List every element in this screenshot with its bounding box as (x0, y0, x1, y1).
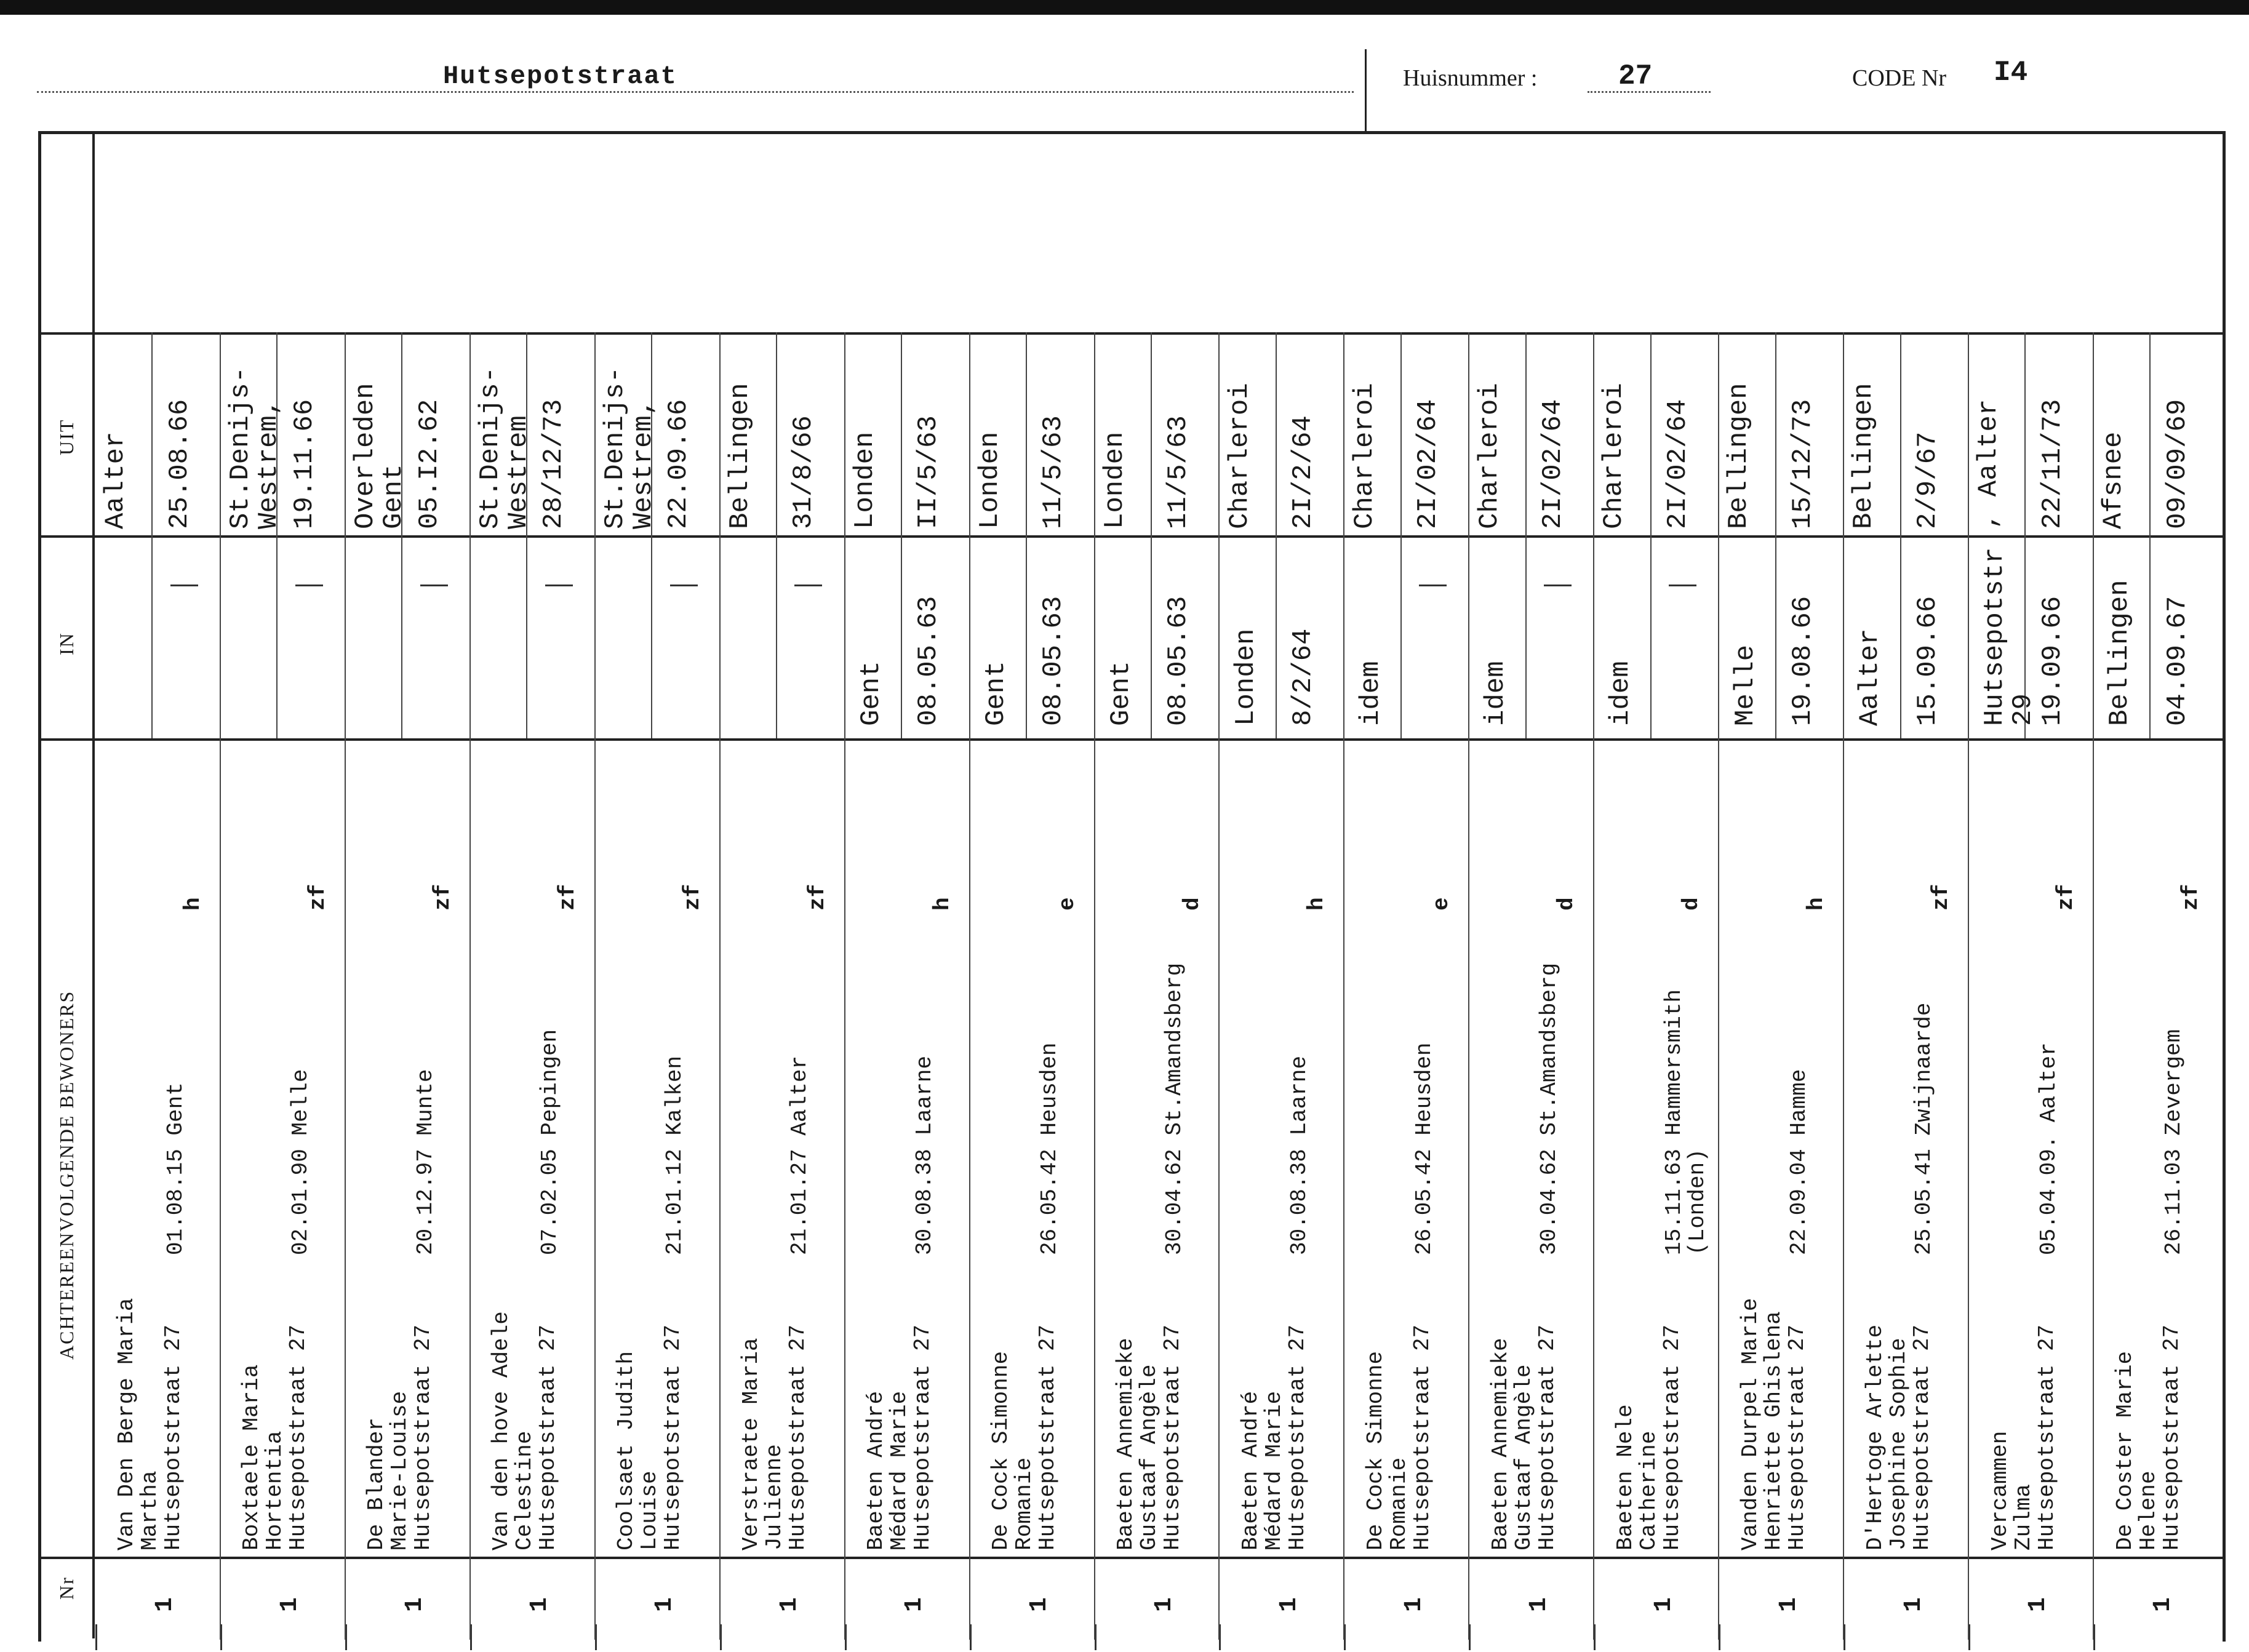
resident-mark: h (1304, 897, 1330, 911)
resident-name: De Blander Marie-Louise Hutsepotstraat 27 (364, 1324, 436, 1550)
in-blank-mark (1419, 585, 1447, 586)
row-nr: 1 (526, 1597, 554, 1612)
resident-birth: 30.04.62 St.Amandsberg (1162, 962, 1188, 1255)
resident-mark: zf (2053, 884, 2079, 911)
resident-birth: 22.09.04 Hamme (1786, 1069, 1812, 1255)
uit-place: Charleroi (1599, 383, 1630, 529)
resident-mark: e (1054, 897, 1080, 911)
uit-place: Charleroi (1474, 383, 1505, 529)
row-separator (1094, 332, 1095, 1640)
resident-birth: 21.01.12 Kalken (662, 1055, 688, 1255)
uit-date: 09/09/69 (2162, 399, 2193, 529)
row-nr: 1 (1025, 1597, 1053, 1612)
resident-name: De Cock Simonne Romanie Hutsepotstraat 27 (1362, 1324, 1435, 1550)
row-separator (2093, 332, 2094, 1640)
uit-inner-divider (1525, 332, 1527, 738)
row-tick (95, 1624, 97, 1650)
in-place: Gent (1105, 661, 1136, 726)
resident-name: Baeten André Médard Marie Hutsepotstraat 27 (863, 1324, 936, 1550)
resident-name: Baeten Annemieke Gustaaf Angèle Hutsepotstraat 27 (1487, 1324, 1560, 1550)
uit-place: Overleden Gent (350, 383, 410, 529)
row-separator (1843, 332, 1844, 1640)
uit-inner-divider (1276, 332, 1277, 738)
uit-place: St.Denijs- Westrem (474, 366, 534, 529)
row-nr: 1 (900, 1597, 929, 1612)
resident-mark: zf (804, 884, 830, 911)
row-separator (1968, 332, 1969, 1640)
uit-place: Charleroi (1349, 383, 1380, 529)
in-date: 19.09.66 (2037, 596, 2068, 726)
row-nr: 1 (2024, 1597, 2053, 1612)
resident-mark: zf (1928, 884, 1954, 911)
resident-birth: 05.04.09. Aalter (2035, 1042, 2061, 1255)
uit-inner-divider (2149, 332, 2151, 738)
in-date: 15.09.66 (1912, 596, 1943, 726)
in-place: Hutsepotstr 29 (1979, 547, 2039, 726)
in-date: 04.09.67 (2162, 596, 2193, 726)
row-nr: 1 (1400, 1597, 1428, 1612)
label-nr: Nr (55, 1576, 78, 1600)
uit-date: 15/12/73 (1787, 399, 1818, 529)
resident-birth: 26.05.42 Heusden (1412, 1042, 1437, 1255)
uit-place: St.Denijs- Westrem, (225, 366, 285, 529)
row-nr: 1 (1525, 1597, 1553, 1612)
resident-name: De Coster Marie Helene Hutsepotstraat 27 (2112, 1324, 2184, 1550)
code-label-wrap (1852, 64, 1946, 94)
resident-mark: h (180, 897, 206, 911)
row-separator (719, 332, 721, 1640)
row-separator (220, 332, 221, 1640)
row-separator (844, 332, 845, 1640)
in-blank-mark (295, 585, 323, 586)
resident-birth: 20.12.97 Munte (412, 1069, 438, 1255)
uit-date: II/5/63 (913, 415, 945, 529)
in-place: idem (1605, 661, 1636, 726)
uit-date: 2I/02/64 (1662, 399, 1693, 529)
resident-birth: 01.08.15 Gent (162, 1082, 188, 1255)
uit-date: 22.09.66 (663, 399, 695, 529)
in-date: 19.08.66 (1787, 596, 1818, 726)
resident-mark: zf (679, 884, 705, 911)
divider-bewoners-nr (38, 1557, 2223, 1559)
uit-place: Bellingen (724, 383, 756, 529)
resident-name: Baeten Annemieke Gustaaf Angèle Hutsepotstraat 27 (1113, 1324, 1185, 1550)
label-bewoners: ACHTEREENVOLGENDE BEWONERS (55, 990, 78, 1360)
divider-in-bewoners (38, 738, 2223, 741)
code-label: CODE Nr (1852, 65, 1947, 91)
huisnummer-value: 27 (1618, 60, 1653, 92)
uit-place: Charleroi (1224, 383, 1255, 529)
uit-place: Londen (974, 431, 1005, 529)
header-separator (1365, 49, 1367, 132)
resident-birth: 15.11.63 Hammersmith (Londen) (1661, 989, 1710, 1255)
resident-name: De Cock Simonne Romanie Hutsepotstraat 27 (988, 1324, 1061, 1550)
uit-place: Londen (1099, 431, 1130, 529)
resident-birth: 07.02.05 Pepingen (537, 1029, 563, 1255)
row-separator (1593, 332, 1594, 1640)
code-value: I4 (1994, 57, 2028, 89)
resident-mark: zf (429, 884, 455, 911)
row-nr: 1 (776, 1597, 804, 1612)
in-place: Londen (1230, 628, 1261, 726)
row-separator (1718, 332, 1719, 1640)
row-nr: 1 (1650, 1597, 1678, 1612)
divider-uit-in (38, 535, 2223, 538)
uit-place: Bellingen (1724, 383, 1755, 529)
row-separator (1468, 332, 1469, 1640)
uit-place: Aalter (100, 431, 132, 529)
in-place: Gent (980, 661, 1012, 726)
row-nr: 1 (1150, 1597, 1178, 1612)
resident-name: Boxtaele Maria Hortentia Hutsepotstraat 27 (239, 1324, 311, 1550)
resident-birth: 21.01.27 Aalter (787, 1055, 813, 1255)
scan-top-edge (0, 0, 2249, 15)
resident-mark: zf (305, 884, 330, 911)
huisnummer-dotted-line (1588, 91, 1711, 93)
resident-birth: 30.04.62 St.Amandsberg (1536, 962, 1562, 1255)
resident-birth: 26.11.03 Zevergem (2160, 1029, 2186, 1255)
in-blank-mark (170, 585, 198, 586)
in-blank-mark (1544, 585, 1572, 586)
resident-name: Vercammen Zulma Hutsepotstraat 27 (1987, 1324, 2059, 1550)
row-nr: 1 (2149, 1597, 2178, 1612)
uit-place: , Aalter (1973, 399, 2005, 529)
in-blank-mark (420, 585, 448, 586)
row-nr: 1 (1775, 1597, 1803, 1612)
street-name: Hutsepotstraat (443, 62, 677, 91)
in-date: 08.05.63 (1038, 596, 1069, 726)
in-blank-mark (670, 585, 698, 586)
in-place: Gent (855, 661, 887, 726)
uit-inner-divider (1400, 332, 1402, 738)
uit-inner-divider (776, 332, 777, 738)
uit-date: 2I/2/64 (1288, 415, 1319, 529)
uit-date: 05.I2.62 (413, 399, 445, 529)
resident-mark: zf (2178, 884, 2204, 911)
in-date: 08.05.63 (913, 596, 945, 726)
uit-inner-divider (1900, 332, 1901, 738)
resident-name: Van den hove Adele Celestine Hutsepotstraat 27 (489, 1311, 561, 1550)
row-nr: 1 (276, 1597, 305, 1612)
row-separator (1218, 332, 1220, 1640)
uit-date: 28/12/73 (538, 399, 570, 529)
row-nr: 1 (651, 1597, 679, 1612)
uit-date: 2I/02/64 (1413, 399, 1444, 529)
row-nr: 1 (1275, 1597, 1303, 1612)
resident-mark: zf (554, 884, 580, 911)
in-date: 8/2/64 (1288, 628, 1319, 726)
resident-mark: e (1429, 897, 1455, 911)
code-value-wrap (1994, 57, 2027, 89)
uit-date: 31/8/66 (788, 415, 820, 529)
uit-inner-divider (151, 332, 153, 738)
uit-date: 11/5/63 (1038, 415, 1069, 529)
resident-birth: 26.05.42 Heusden (1037, 1042, 1063, 1255)
resident-name: Vanden Durpel Marie Henriette Ghislena Hutsepotstraat 27 (1737, 1298, 1810, 1550)
huisnummer-label-wrap (1403, 64, 1537, 94)
uit-place: Afsnee (2098, 431, 2130, 529)
resident-name: D'Hertoge Arlette Josephine Sophie Hutsepotstraat 27 (1862, 1324, 1935, 1550)
resident-mark: h (1804, 897, 1829, 911)
resident-name: Coolsaet Judith Louise Hutsepotstraat 27 (613, 1324, 686, 1550)
row-separator (1343, 332, 1344, 1640)
resident-mark: h (929, 897, 955, 911)
in-blank-mark (794, 585, 822, 586)
row-separator (345, 332, 346, 1640)
in-place: idem (1480, 661, 1511, 726)
resident-birth: 30.08.38 Laarne (912, 1055, 938, 1255)
in-place: Melle (1730, 644, 1761, 726)
in-place: Bellingen (2104, 580, 2136, 726)
uit-date: 25.08.66 (164, 399, 195, 529)
uit-date: 2/9/67 (1912, 431, 1943, 529)
label-uit: UIT (55, 418, 78, 455)
uit-place: Bellingen (1848, 383, 1880, 529)
in-place: Aalter (1855, 628, 1886, 726)
uit-inner-divider (1650, 332, 1652, 738)
label-in: IN (55, 632, 78, 655)
resident-mark: d (1179, 897, 1205, 911)
uit-inner-divider (1775, 332, 1776, 738)
row-nr: 1 (401, 1597, 429, 1612)
row-nr: 1 (151, 1597, 180, 1612)
uit-place: St.Denijs- Westrem, (599, 366, 659, 529)
resident-birth: 30.08.38 Laarne (1287, 1055, 1312, 1255)
label-column-divider (92, 131, 95, 1638)
resident-mark: d (1554, 897, 1580, 911)
huisnummer-label: Huisnummer : (1403, 65, 1538, 91)
uit-date: 2I/02/64 (1537, 399, 1568, 529)
uit-date: 11/5/63 (1163, 415, 1194, 529)
uit-inner-divider (1151, 332, 1152, 738)
in-place: idem (1355, 661, 1386, 726)
street-dotted-line (37, 91, 1354, 93)
resident-name: Baeten Nele Catherine Hutsepotstraat 27 (1612, 1324, 1685, 1550)
row-separator (594, 332, 596, 1640)
huisnummer-value-wrap (1618, 60, 1652, 92)
row-separator (469, 332, 471, 1640)
uit-inner-divider (1026, 332, 1027, 738)
resident-birth: 02.01.90 Melle (287, 1069, 313, 1255)
uit-date: 22/11/73 (2037, 399, 2068, 529)
resident-name: Verstraete Maria Julienne Hutsepotstraat 27 (738, 1324, 811, 1550)
row-nr: 1 (1899, 1597, 1928, 1612)
uit-place: Londen (849, 431, 881, 529)
resident-name: Van Den Berge Maria Martha Hutsepotstraat 27 (114, 1298, 186, 1550)
resident-birth: 25.05.41 Zwijnaarde (1911, 1002, 1936, 1255)
uit-date: 19.11.66 (289, 399, 320, 529)
in-blank-mark (1669, 585, 1696, 586)
resident-name: Baeten André Médard Marie Hutsepotstraat 27 (1237, 1324, 1310, 1550)
row-separator (969, 332, 970, 1640)
uit-inner-divider (901, 332, 902, 738)
resident-mark: d (1679, 897, 1704, 911)
in-date: 08.05.63 (1163, 596, 1194, 726)
divider-uit-top (38, 332, 2223, 335)
in-blank-mark (545, 585, 573, 586)
